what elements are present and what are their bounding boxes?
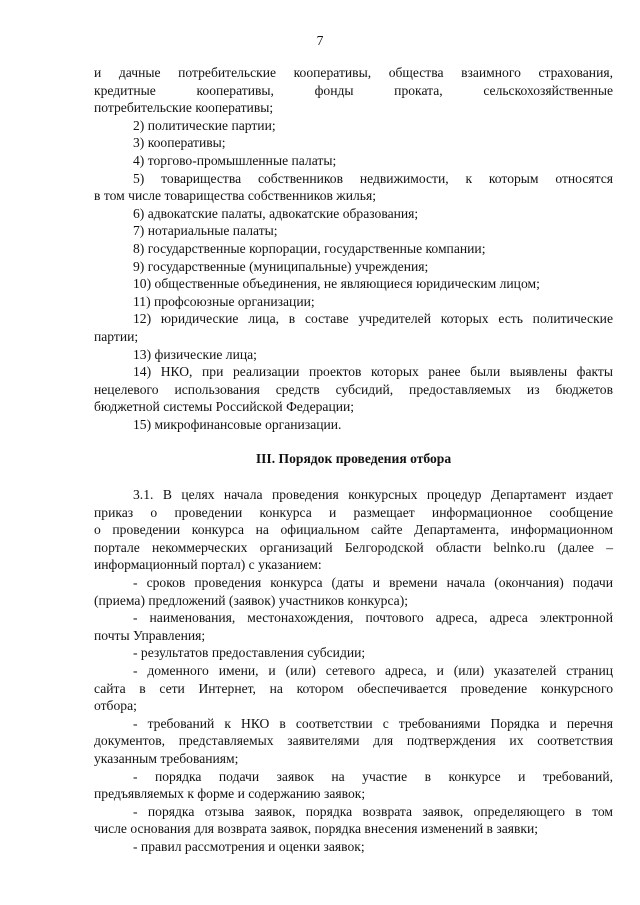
text-line: - правил рассмотрения и оценки заявок; (133, 838, 365, 854)
list-item-2: 2) политические партии; (133, 117, 276, 133)
list-item-7: 7) нотариальные палаты; (133, 223, 278, 239)
bullet-item-submission (94, 768, 613, 803)
list-item-1-continuation (94, 64, 613, 117)
text-line: предъявляемых к форме и содержанию заявок; (94, 786, 366, 802)
text-line: документов, представляемых заявителями для подтверждения их соответствия (94, 733, 613, 749)
list-item-6: 6) адвокатские палаты, адвокатские образования; (133, 205, 419, 221)
list-item-8: 8) государственные корпорации, государственные компании; (133, 240, 486, 256)
bullet-list (94, 574, 613, 856)
text-line: сайта в сети Интернет, на котором обеспечивается проведение конкурсного (94, 680, 613, 696)
spacer (94, 433, 613, 450)
bullet-item-address (94, 609, 613, 644)
list-item-11: 11) профсоюзные организации; (133, 293, 315, 309)
list-item-15: 15) микрофинансовые организации. (133, 416, 342, 432)
text-line: 5) товарищества собственников недвижимости, к которым относятся (133, 170, 613, 186)
text-line: - порядка отзыва заявок, порядка возврата заявок, определяющего в том (133, 803, 613, 819)
text-line: партии; (94, 328, 139, 344)
text-line: в том числе товарищества собственников жилья; (94, 188, 376, 204)
list-item-13: 13) физические лица; (133, 346, 257, 362)
bullet-item-results (94, 644, 613, 662)
text-line: кредитные кооперативы, фонды проката, сельскохозяйственные (94, 82, 613, 98)
text-line: - порядка подачи заявок на участие в конкурсе и требований, (133, 768, 613, 784)
list-item-14 (94, 363, 613, 416)
text-line: потребительские кооперативы; (94, 100, 274, 116)
bullet-item-withdrawal (94, 803, 613, 838)
text-line: - результатов предоставления субсидии; (133, 645, 366, 661)
list-item-4: 4) торгово-промышленные палаты; (133, 152, 337, 168)
list-item-10: 10) общественные объединения, не являющиеся юридическим лицом; (133, 276, 540, 292)
text-line: и дачные потребительские кооперативы, общества взаимного страхования, (94, 65, 613, 80)
text-line: информационный портал) с указанием: (94, 557, 322, 573)
text-line: 14) НКО, при реализации проектов которых ранее были выявлены факты (133, 364, 613, 380)
list-item-5 (94, 170, 613, 205)
text-line: приказ о проведении конкурса и размещает информационное сообщение (94, 504, 613, 520)
list-item-9: 9) государственные (муниципальные) учреждения; (133, 258, 429, 274)
text-line: почты Управления; (94, 627, 206, 643)
text-line: нецелевого использования средств субсидий, предоставляемых из бюджетов (94, 381, 613, 397)
text-line: - требований к НКО в соответствии с требованиями Порядка и перечня (133, 715, 613, 731)
text-line: 12) юридические лица, в составе учредителей которых есть политические (133, 311, 613, 327)
bullet-item-deadlines (94, 574, 613, 609)
page-number: 7 (316, 33, 324, 48)
section-heading: III. Порядок проведения отбора (255, 451, 452, 467)
spacer (94, 468, 613, 486)
document-body (94, 64, 613, 856)
text-line: - доменного имени, и (или) сетевого адреса, и (или) указателей страниц (133, 663, 613, 678)
list-item-12 (94, 310, 613, 345)
bullet-item-domain (94, 662, 613, 715)
text-line: бюджетной системы Российской Федерации; (94, 399, 355, 415)
text-line: отбора; (94, 698, 137, 714)
text-line: 3.1. В целях начала проведения конкурсных процедур Департамент издает (133, 487, 613, 503)
text-line: - сроков проведения конкурса (даты и времени начала (окончания) подачи (133, 575, 613, 591)
paragraph-3-1 (94, 486, 613, 574)
text-line: портале некоммерческих организаций Белгородской области belnko.ru (далее – (94, 539, 613, 555)
bullet-item-evaluation-rules (94, 838, 613, 856)
text-line: (приема) предложений (заявок) участников конкурса); (94, 592, 409, 608)
list-item-3: 3) кооперативы; (133, 135, 226, 151)
text-line: числе основания для возврата заявок, порядка внесения изменений в заявки; (94, 821, 539, 837)
text-line: о проведении конкурса на официальном сайте Департамента, информационном (94, 522, 613, 538)
text-line: указанным требованиям; (94, 750, 239, 766)
bullet-item-requirements (94, 715, 613, 768)
text-line: - наименования, местонахождения, почтового адреса, адреса электронной (133, 610, 613, 626)
